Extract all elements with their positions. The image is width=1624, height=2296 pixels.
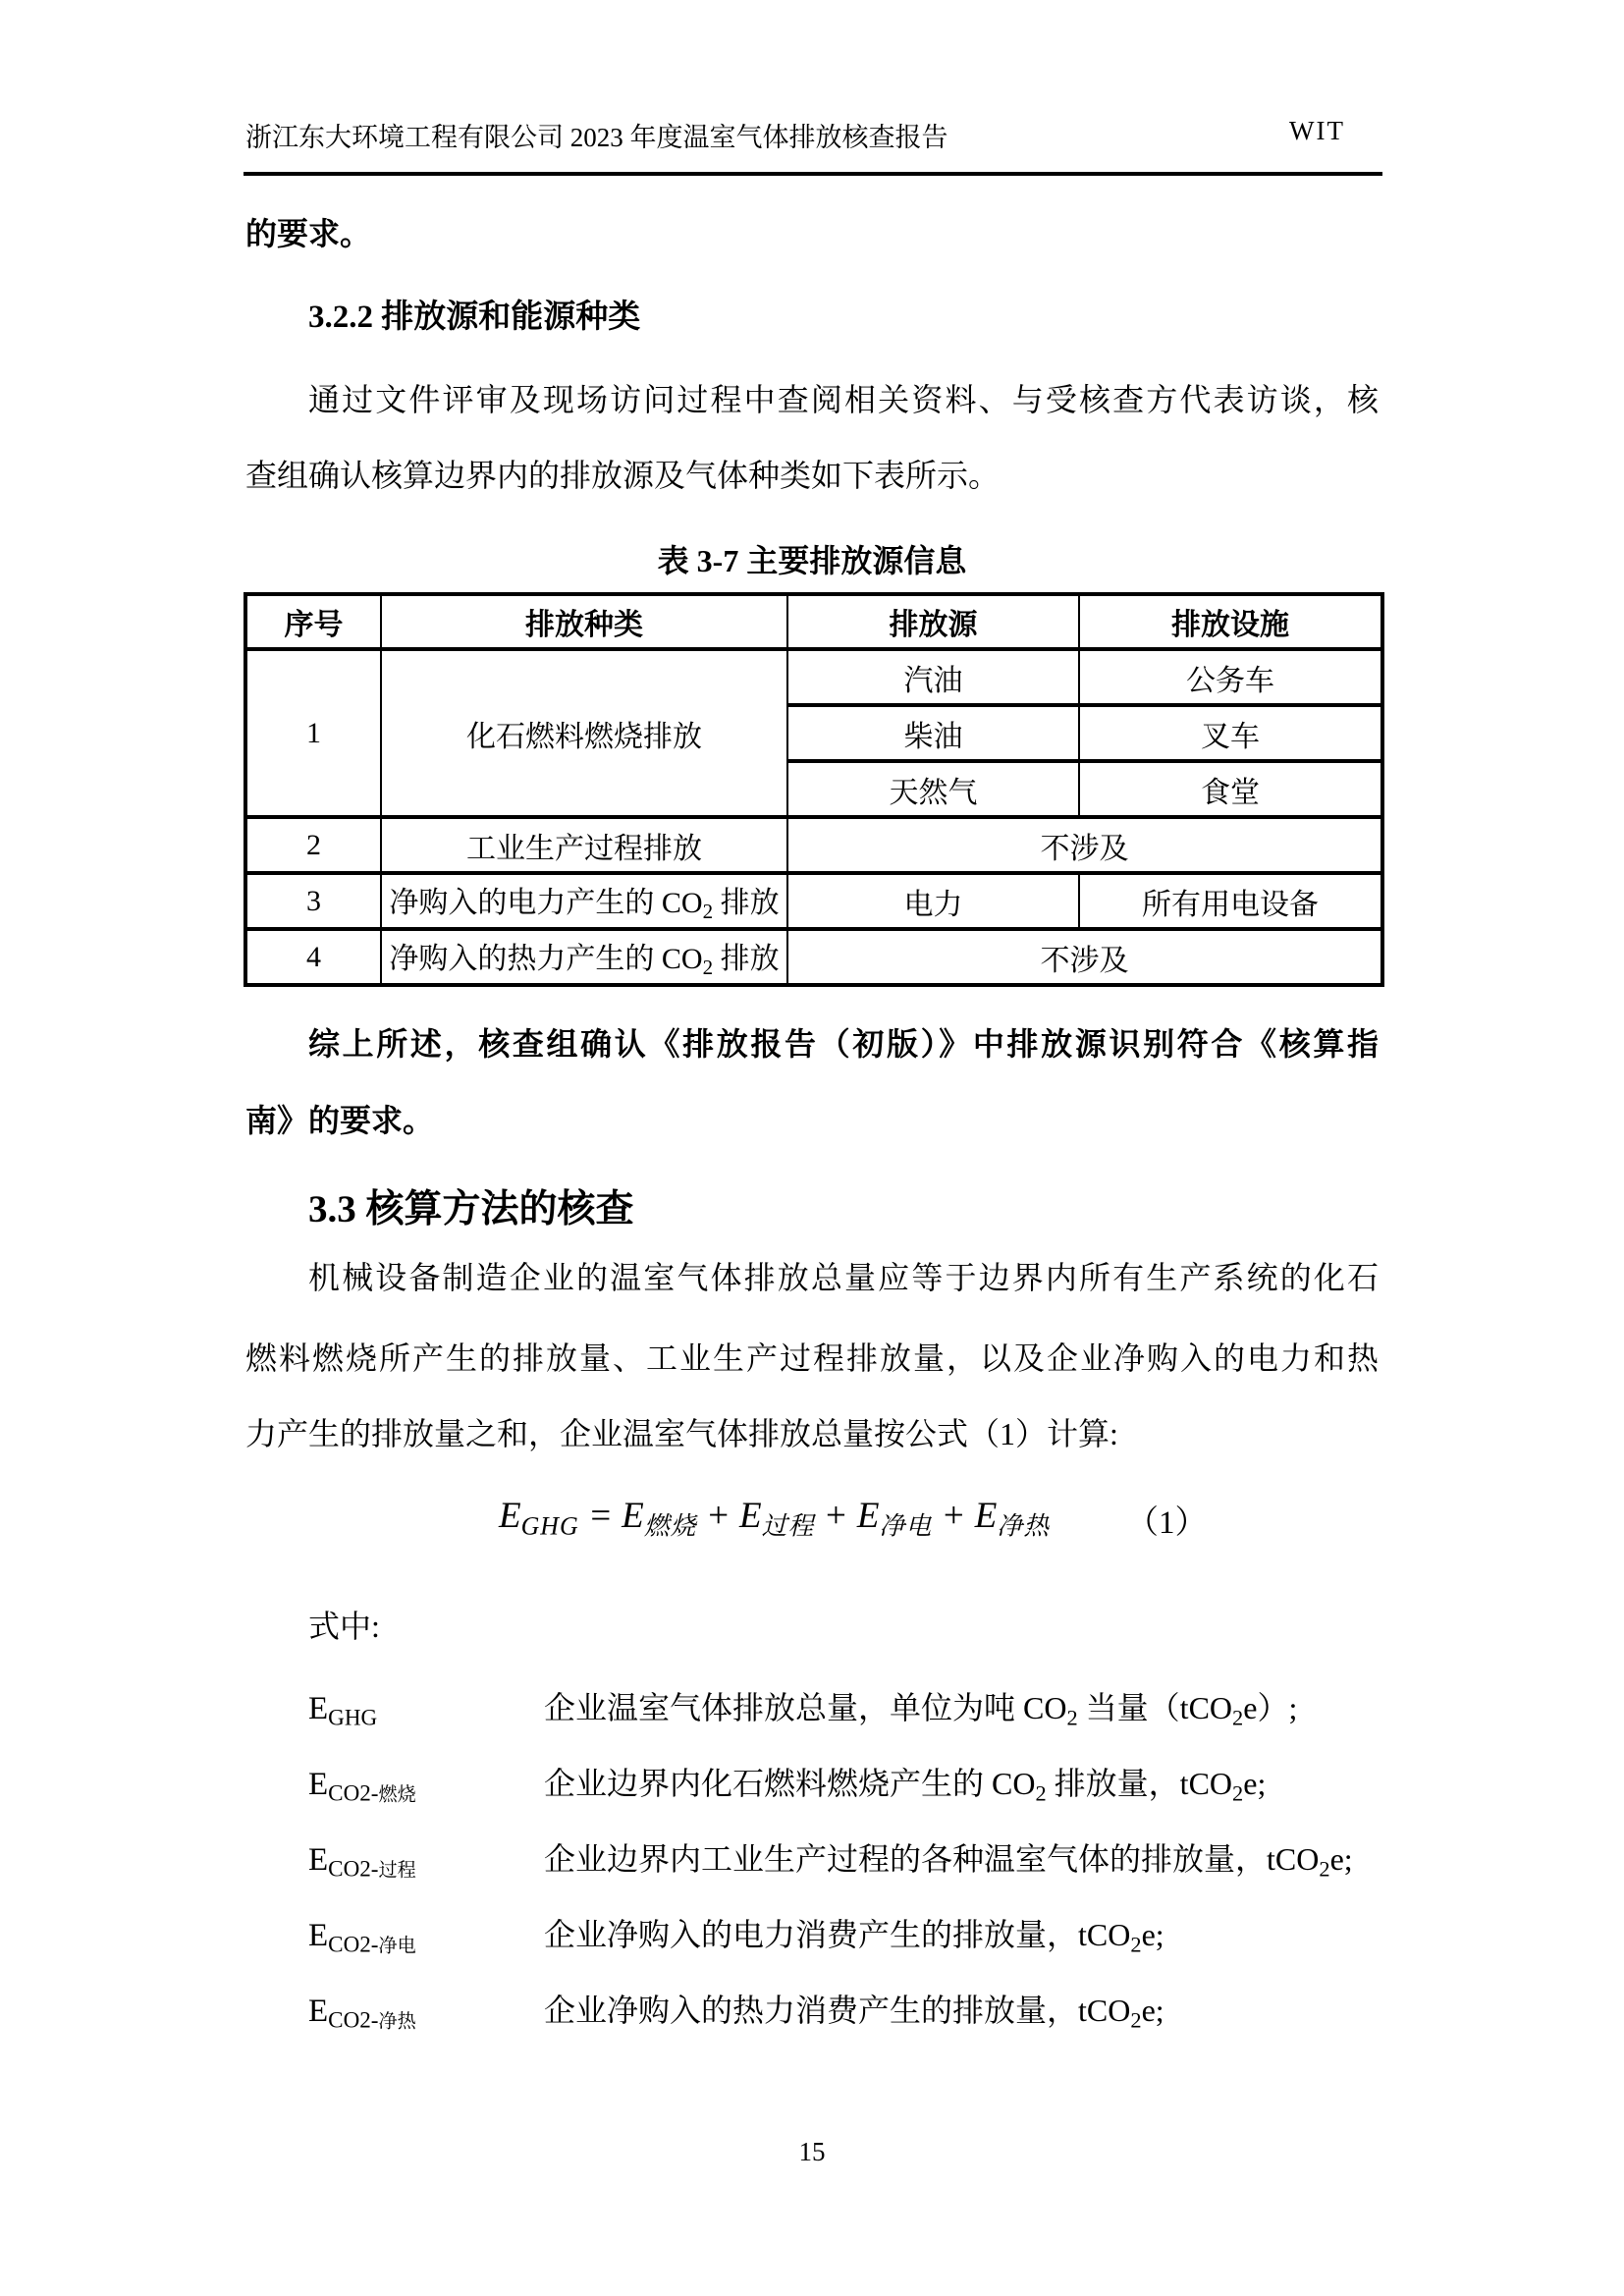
definition-item: [245, 1834, 1379, 1883]
table-cell-merged: 不涉及: [787, 817, 1382, 873]
page-number: 15: [798, 2137, 826, 2166]
table-cell-facility: 叉车: [1079, 705, 1382, 761]
formula-expression: EGHG = E燃烧 + E过程 + E净电 + E净热: [499, 1496, 1051, 1541]
definition-symbol: EGHG: [308, 1691, 378, 1730]
table-row: [245, 817, 1382, 873]
table-cell-no: 1: [245, 649, 381, 817]
table-cell-facility: 所有用电设备: [1079, 873, 1382, 929]
table-cell-source: 电力: [787, 873, 1079, 929]
table-cell-source: 汽油: [787, 649, 1079, 705]
conclusion-line2: 南》的要求。: [245, 1103, 435, 1138]
table-cell-source: 柴油: [787, 705, 1079, 761]
table-cell-merged: 不涉及: [787, 929, 1382, 985]
section-heading-3-2-2: 3.2.2 排放源和能源种类: [308, 300, 641, 335]
page-header: [245, 116, 1382, 154]
paragraph-322-line1: 通过文件评审及现场访问过程中查阅相关资料、与受核查方代表访谈，核: [308, 382, 1379, 417]
table-header-row: [245, 594, 1382, 649]
table-cell-type: 工业生产过程排放: [381, 817, 787, 873]
table-cell-no: 2: [245, 817, 381, 873]
table-row: [245, 649, 1382, 705]
paragraph-322-line2: 查组确认核算边界内的排放源及气体种类如下表所示。: [245, 458, 1001, 493]
paragraph-continuation: 的要求。: [245, 216, 372, 251]
paragraph-33-line1: 机械设备制造企业的温室气体排放总量应等于边界内所有生产系统的化石: [308, 1260, 1379, 1295]
definition-symbol: ECO2-过程: [308, 1842, 416, 1882]
header-report-title: 浙江东大环境工程有限公司 2023 年度温室气体排放核查报告: [245, 123, 948, 152]
table-caption: 表 3-7 主要排放源信息: [657, 543, 967, 578]
definition-item: [245, 1683, 1379, 1730]
table-cell-type: 净购入的电力产生的 CO2 排放: [381, 873, 787, 929]
definition-item: [245, 1986, 1379, 2034]
formula-number: （1）: [1126, 1505, 1208, 1541]
table-cell-source: 天然气: [787, 761, 1079, 817]
section-heading-3-3: 3.3 核算方法的核查: [308, 1188, 634, 1230]
paragraph-33-line3: 力产生的排放量之和，企业温室气体排放总量按公式（1）计算:: [245, 1416, 1118, 1451]
definition-text: 企业边界内工业生产过程的各种温室气体的排放量，tCO2e;: [544, 1841, 1353, 1882]
conclusion-line1: 综上所述，核查组确认《排放报告（初版）》中排放源识别符合《核算指: [308, 1026, 1379, 1062]
table-cell-type: 化石燃料燃烧排放: [381, 649, 787, 817]
definition-text: 企业边界内化石燃料燃烧产生的 CO2 排放量，tCO2e;: [544, 1766, 1267, 1806]
table-cell-facility: 食堂: [1079, 761, 1382, 817]
col-header-source: 排放源: [787, 594, 1079, 649]
table-row: [245, 873, 1382, 929]
col-header-facility: 排放设施: [1079, 594, 1382, 649]
formula-1: [245, 1495, 1379, 1563]
table-row: [245, 929, 1382, 985]
header-rule: [244, 172, 1382, 176]
definition-symbol: ECO2-净热: [308, 1994, 416, 2033]
table-cell-no: 3: [245, 873, 381, 929]
paragraph-33-line2: 燃料燃烧所产生的排放量、工业生产过程排放量，以及企业净购入的电力和热: [245, 1340, 1379, 1376]
header-logo-text: WIT: [1289, 116, 1345, 145]
definition-item: [245, 1759, 1379, 1807]
definitions-intro: 式中:: [308, 1609, 380, 1644]
col-header-type: 排放种类: [381, 594, 787, 649]
definition-text: 企业温室气体排放总量，单位为吨 CO2 当量（tCO2e）;: [544, 1690, 1298, 1730]
table-cell-no: 4: [245, 929, 381, 985]
table-cell-type: 净购入的热力产生的 CO2 排放: [381, 929, 787, 985]
emission-source-table: [244, 592, 1384, 987]
col-header-no: 序号: [245, 594, 381, 649]
definition-text: 企业净购入的电力消费产生的排放量，tCO2e;: [544, 1917, 1164, 1957]
table-cell-facility: 公务车: [1079, 649, 1382, 705]
definition-text: 企业净购入的热力消费产生的排放量，tCO2e;: [544, 1993, 1164, 2033]
definition-symbol: ECO2-燃烧: [308, 1767, 416, 1806]
definition-symbol: ECO2-净电: [308, 1918, 416, 1957]
definition-item: [245, 1910, 1379, 1958]
